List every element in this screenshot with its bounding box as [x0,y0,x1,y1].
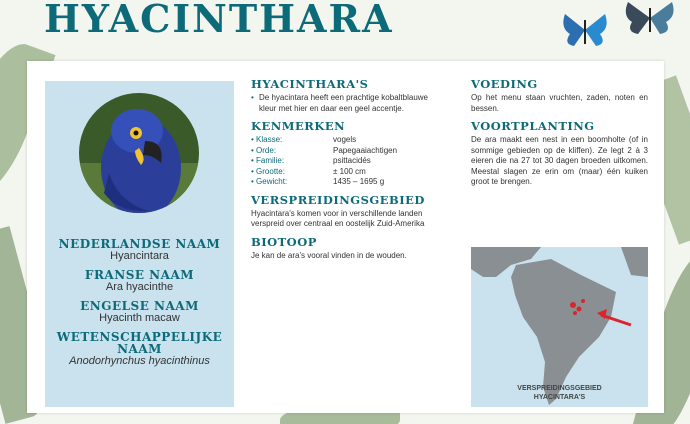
trait-row: • Grootte: ± 100 cm [251,167,443,178]
spread-heading: VERSPREIDINGSGEBIED [251,192,425,207]
trait-row: • Gewicht: 1435 – 1695 g [251,177,443,188]
biotope-text: Je kan de ara's vooral vinden in de wouden. [251,250,407,260]
intro-heading: HYACINTHARA'S [251,77,369,91]
intro-text: • De hyacintara heeft een prachtige kobaltblauwe kleur met hier en daar een geel accentje. [251,93,443,114]
names-list [45,232,234,368]
butterfly-icon [622,0,677,38]
range-map [471,247,648,407]
page-title: HYACINTHARA [44,0,394,41]
french-name: Ara hyacinthe [105,281,174,293]
spread-text: Hyacintara's komen voor in verschillende landen verspreid over centraal en oostelijk Zuid-Amerika [251,208,425,228]
dutch-name: Hyancintara [110,250,169,262]
info-column-2 [471,78,648,194]
trait-row: • Orde: Papegaaiachtigen [251,146,443,157]
info-column-1 [251,78,443,267]
trait-row: • Klasse: vogels [251,135,443,146]
repro-heading: VOORTPLANTING [471,119,595,133]
scientific-name: Anodorhynchus hyacinthinus [69,355,210,367]
repro-text: De ara maakt een nest in een boomholte (of in sommige gebieden op de kliffen). Ze legt 2 à 3 eieren die na 27 tot 30 dagen broeden uitkomen. Meestal slagen ze erin om (maar) één kuiken groot te brengen. [471,135,648,186]
french-name-heading: FRANSE NAAM [84,268,195,282]
food-heading: VOEDING [471,77,538,91]
butterfly-icon [560,10,610,50]
trait-row: • Familie: psittacidés [251,156,443,167]
info-card [27,61,664,413]
english-name-heading: ENGELSE NAAM [80,299,199,313]
map-caption: VERSPREIDINGSGEBIED HYACINTARA'S [517,385,602,401]
dutch-name-heading: NEDERLANDSE NAAM [58,237,221,251]
biotope-heading: BIOTOOP [251,234,317,249]
traits-heading: KENMERKEN [251,119,346,133]
macaw-photo [79,93,199,213]
food-text: Op het menu staan vruchten, zaden, noten en bessen. [471,93,648,113]
name-panel [45,81,234,407]
english-name: Hyacinth macaw [99,312,180,324]
scientific-name-heading: WETENSCHAPPELIJKE NAAM [56,330,223,356]
